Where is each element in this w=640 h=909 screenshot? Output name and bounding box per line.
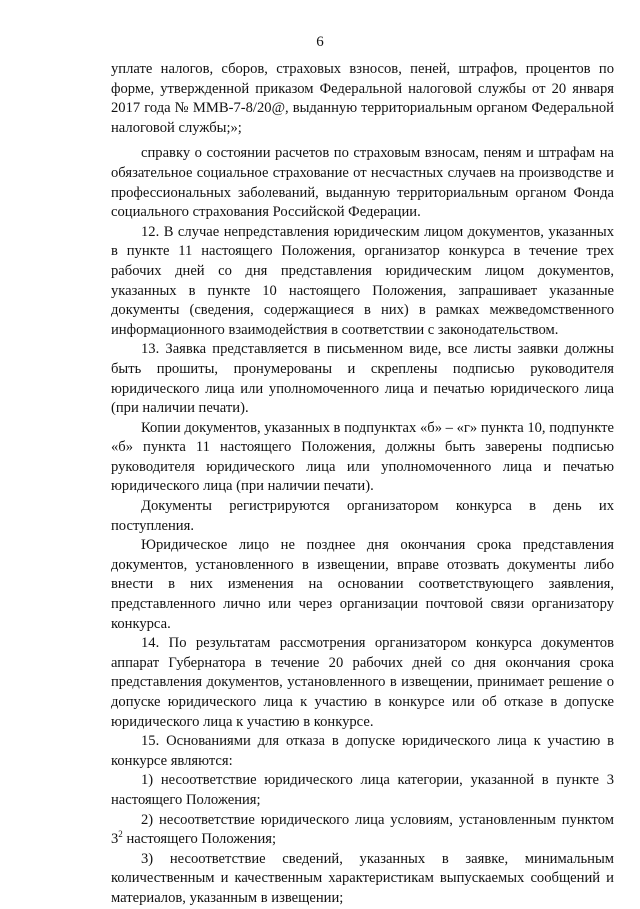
paragraph-item-12: 12. В случае непредставления юридическим лицом документов, указанных в пункте 11 настоящего Положения, организатор конкурса в течение трех рабочих дней со дня представления юридическим лицом документов, указанных в пункте 10 настоящего Положения, запрашивает указанные документы (сведения, содержащиеся в них) в рамках межведомственного информационного взаимодействия в соответствии с законодательством. (111, 223, 614, 338)
paragraph-item-13: 13. Заявка представляется в письменном виде, все листы заявки должны быть прошиты, пронумерованы и скреплены подписью руководителя юридического лица или уполномоченного лица и печатью юридического лица (при наличии печати). (111, 341, 614, 417)
page-number: 6 (316, 34, 324, 50)
document-body (111, 60, 614, 909)
superscript: 2 (118, 829, 123, 840)
list-item-2-tail: настоящего Положения; (122, 831, 277, 848)
list-item-2-text: 2) несоответствие юридического лица условиям, установленным пунктом 3 (111, 811, 614, 848)
list-item-2 (111, 811, 614, 850)
list-item-3: 3) несоответствие сведений, указанных в заявке, минимальным количественным и качественным характеристикам выпускаемых сообщений и материалов, указанным в извещении; (111, 850, 614, 906)
paragraph-tax-certificate-continuation: уплате налогов, сборов, страховых взносов, пеней, штрафов, процентов по форме, утвержденной приказом Федеральной налоговой службы от 20 января 2017 года № ММВ-7-8/20@, выданную территориальным органом Федеральной налоговой службы;»; (111, 61, 614, 136)
paragraph-registration: Документы регистрируются организатором конкурса в день их поступления. (111, 498, 614, 534)
paragraph-insurance-certificate: справку о состоянии расчетов по страховым взносам, пеням и штрафам на обязательное социальное страхование от несчастных случаев на производстве и профессиональных заболеваний, выданную территориальным органом Фонда социального страхования Российской Федерации. (111, 145, 614, 221)
paragraph-item-15: 15. Основаниями для отказа в допуске юридического лица к участию в конкурсе являются: (111, 733, 614, 769)
paragraph-document-copies: Копии документов, указанных в подпунктах «б» – «г» пункта 10, подпункте «б» пункта 11 настоящего Положения, должны быть заверены подписью руководителя юридического лица или уполномоченного лица и печатью юридического лица (при наличии печати). (111, 419, 614, 495)
paragraph-item-14: 14. По результатам рассмотрения организатором конкурса документов аппарат Губернатора в течение 20 рабочих дней со дня окончания срока представления документов, установленного в извещении, принимает решение о допуске юридического лица к участию в конкурсе или об отказе в допуске юридического лица к участию в конкурсе. (111, 635, 614, 730)
list-item-1: 1) несоответствие юридического лица категории, указанной в пункте 3 настоящего Положения; (111, 772, 614, 808)
paragraph-withdrawal: Юридическое лицо не позднее дня окончания срока представления документов, установленного в извещении, вправе отозвать документы либо внести в них изменения на основании соответствующего заявления, представленного лично или через организации почтовой связи организатору конкурса. (111, 537, 614, 632)
